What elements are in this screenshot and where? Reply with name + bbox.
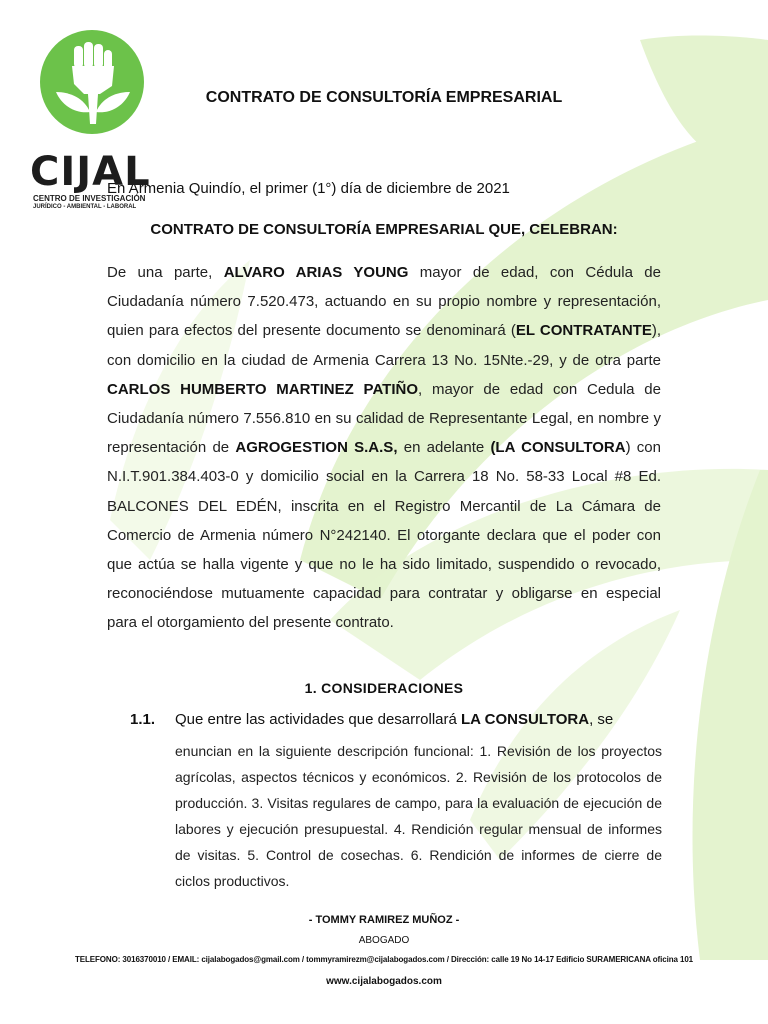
footer-lawyer-role: ABOGADO: [358, 935, 410, 946]
company-name: AGROGESTION S.A.S,: [235, 439, 398, 457]
section-heading-consideraciones: 1. CONSIDERACIONES: [304, 680, 464, 696]
item-number: 1.1.: [130, 711, 156, 728]
paragraph-run: en adelante: [397, 439, 491, 457]
parties-paragraph: [107, 258, 661, 638]
footer-contact-info: TELEFONO: 3016370010 / EMAIL: cijalabogados@gmail.com / tommyramirezm@cijalabogados.com / Dirección: calle 19 No 14-17 Edificio SURAMERICANA oficina 101: [74, 955, 694, 964]
logo-subtitle: CENTRO DE INVESTIGACIÓN: [33, 194, 146, 203]
raised-fist-leaves-icon: [38, 28, 146, 136]
paragraph-run: , mayor de edad con Cedula de Ciudadanía número 7.556.810 en su calidad de Representante Legal, en nombre y representación de: [107, 380, 661, 457]
paragraph-run: De una parte,: [107, 264, 224, 281]
contratante-label: EL CONTRATANTE: [515, 322, 652, 340]
consultora-label: (LA CONSULTORA: [490, 439, 626, 457]
paragraph-run: ) con N.I.T.901.384.403-0 y domicilio social en la Carrera 18 No. 58-33 Local #8 Ed. BALCONES DEL EDÉN, inscrita en el Registro Mercantil de La Cámara de Comercio de Armenia número N°242140. El otorgante declara que el poder con que actúa se halla vigente y que no le ha sido limitado, suspendido o revocado, reconociéndose mutuamente capacidad para contratar y obligarse en especial para el otorgamiento del presente contrato.: [107, 439, 661, 632]
contractor-name: ALVARO ARIAS YOUNG: [223, 264, 409, 281]
place-date-line: En Armenia Quindío, el primer (1°) día de diciembre de 2021: [107, 180, 510, 197]
footer-lawyer-name: - TOMMY RAMIREZ MUÑOZ -: [308, 914, 460, 926]
logo-wordmark: CIJAL: [30, 149, 151, 195]
item-run: Que entre las actividades que desarrollará: [175, 711, 461, 728]
item-run: , se: [589, 711, 614, 728]
contract-heading: CONTRATO DE CONSULTORÍA EMPRESARIAL QUE, CELEBRAN:: [150, 221, 618, 238]
footer-website-link[interactable]: www.cijalabogados.com: [326, 976, 442, 987]
item-body: enuncian en la siguiente descripción funcional: 1. Revisión de los proyectos agrícolas, aspectos técnicos y económicos. 2. Revisión de los protocolos de producción. 3. Visitas regulares de campo, para la evaluación de ejecución de labores y ejecución presupuestal. 4. Rendición regular mensual de informes de visitas. 5. Control de cosechas. 6. Rendición de informes de cierre de ciclos productivos.: [175, 743, 662, 889]
document-title: CONTRATO DE CONSULTORÍA EMPRESARIAL: [205, 89, 563, 106]
representative-name: CARLOS HUMBERTO MARTINEZ PATIÑO: [107, 380, 418, 398]
item-consultora-label: LA CONSULTORA: [461, 711, 590, 728]
paragraph-run: mayor de edad, con Cédula de Ciudadanía número 7.520.473, actuando en su propio nombre y representación, quien para efectos del presente documento se denominará (: [107, 264, 661, 340]
paragraph-run: ), con domicilio en la ciudad de Armenia Carrera 13 No. 15Nte.-29, y de otra parte: [107, 322, 661, 369]
item-first-line: [175, 711, 662, 728]
cijal-logo: [30, 28, 155, 210]
logo-subtitle-secondary: JURÍDICO - AMBIENTAL - LABORAL: [33, 204, 137, 210]
